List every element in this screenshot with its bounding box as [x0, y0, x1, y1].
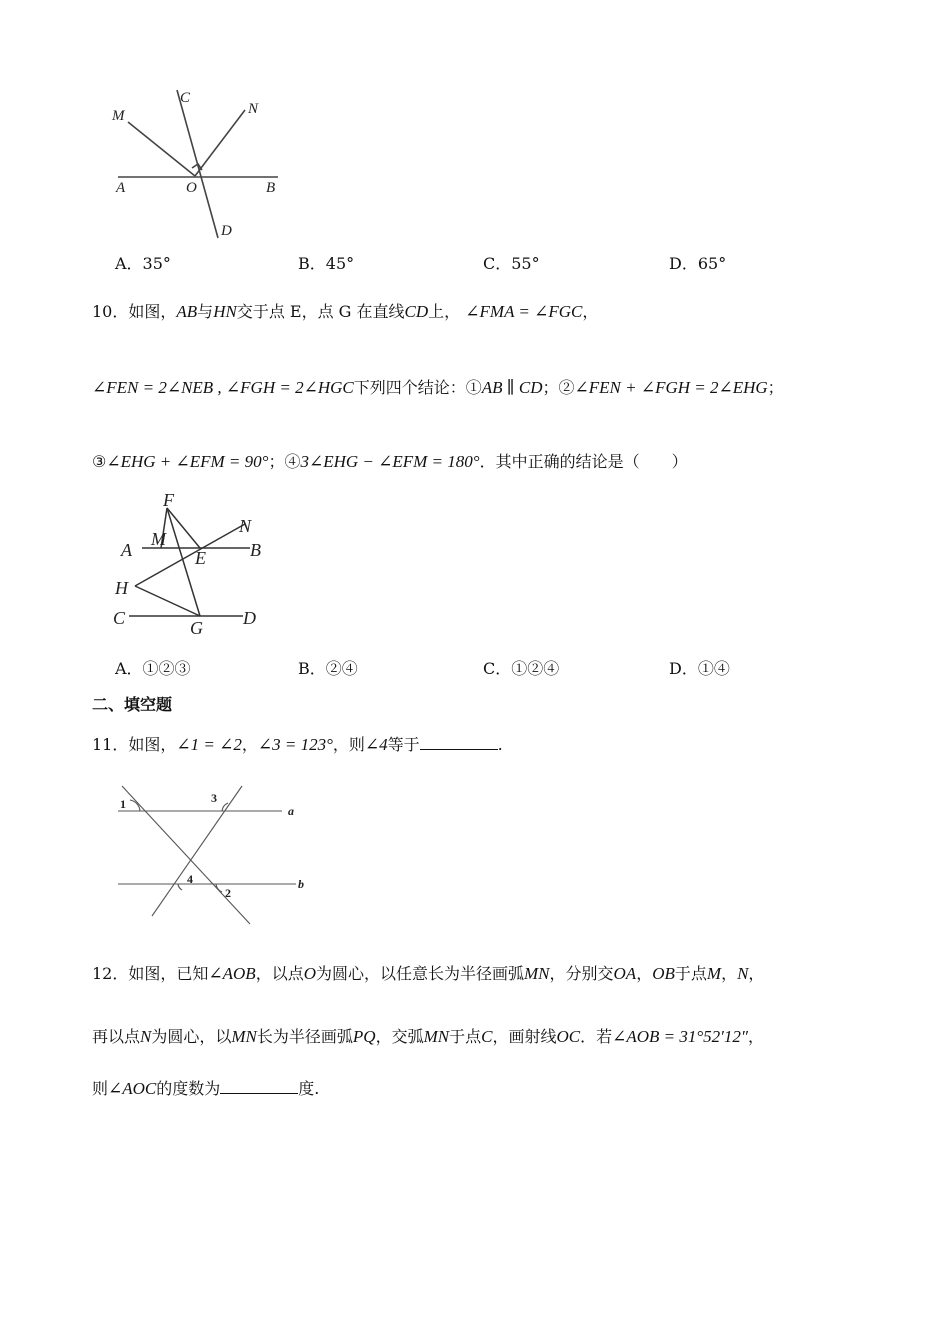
text: 等于	[387, 735, 420, 754]
math: OA	[613, 964, 637, 983]
text: ；②	[542, 378, 575, 397]
q9-option-d[interactable]: D．65°	[669, 254, 727, 273]
text: ，	[721, 964, 738, 983]
text: ．其中正确的结论是（ ）	[479, 452, 688, 471]
math: MN	[423, 1027, 450, 1046]
math: ∠FEN + ∠FGH = 2∠EHG	[574, 378, 768, 397]
text: 的度数为	[156, 1079, 221, 1098]
math: M	[706, 964, 722, 983]
text: ，	[748, 964, 765, 983]
math: OB	[652, 964, 675, 983]
text: 再以点	[92, 1027, 141, 1046]
label-a: A	[121, 540, 132, 560]
text: ，分别交	[549, 964, 614, 983]
math: ∠EHG + ∠EFM = 90°	[106, 452, 269, 471]
label-o: O	[186, 180, 197, 196]
text: ，画射线	[492, 1027, 557, 1046]
q10-line2	[92, 378, 784, 398]
line-fe	[167, 508, 200, 548]
text: 于点	[449, 1027, 482, 1046]
ray-on	[195, 110, 245, 176]
math: AB ∥ CD	[481, 378, 543, 397]
right-angle-mark	[192, 164, 202, 170]
question-number: 12．	[92, 964, 129, 983]
text: ，	[747, 1027, 764, 1046]
text: ，则	[332, 735, 365, 754]
q10-line1	[92, 302, 598, 322]
math: N	[140, 1027, 152, 1046]
label-d: D	[243, 608, 256, 628]
math: AB	[176, 302, 198, 321]
label-1: 1	[120, 797, 126, 811]
q12-line2	[92, 1027, 764, 1047]
text: ；	[767, 378, 784, 397]
math: ∠AOC	[108, 1079, 157, 1098]
label-a: A	[116, 180, 126, 196]
transversal-1	[122, 786, 250, 924]
text: ，交弧	[375, 1027, 424, 1046]
label-m: M	[112, 108, 125, 124]
math: ∠3 = 123°	[257, 735, 333, 754]
math: ∠FMA = ∠FGC	[465, 302, 583, 321]
text: 为圆心，以	[151, 1027, 232, 1046]
math: ∠FEN = 2∠NEB , ∠FGH = 2∠HGC	[92, 378, 354, 397]
q11-text	[92, 733, 503, 755]
math: 3∠EHG − ∠EFM = 180°	[300, 452, 480, 471]
answer-blank[interactable]	[220, 1077, 298, 1094]
text: ，	[636, 964, 653, 983]
q12-line1	[92, 964, 764, 984]
q10-option-d[interactable]: D．①④	[669, 659, 730, 678]
math: CD	[404, 302, 429, 321]
label-b: B	[250, 540, 261, 560]
math: C	[481, 1027, 493, 1046]
math: N	[737, 964, 749, 983]
text: ．若	[580, 1027, 613, 1046]
q10-option-c[interactable]: C．①②④	[483, 659, 560, 678]
text: ，	[582, 302, 599, 321]
text: .	[497, 735, 503, 754]
label-d: D	[221, 223, 232, 239]
q9-option-a[interactable]: A．35°	[115, 254, 171, 273]
math: MN	[231, 1027, 257, 1046]
label-n: N	[248, 101, 259, 117]
line-hg	[135, 586, 200, 616]
text: 度.	[298, 1079, 320, 1098]
label-h: H	[115, 578, 128, 598]
text: 下列四个结论：①	[353, 378, 482, 397]
math: OC	[556, 1027, 581, 1046]
text: 为圆心，以任意长为半径画弧	[315, 964, 524, 983]
text: ③	[92, 452, 107, 471]
label-c: C	[180, 90, 191, 106]
math: HN	[213, 302, 237, 321]
text: 于点	[674, 964, 707, 983]
q11-figure	[110, 778, 310, 928]
text: 上，	[428, 302, 461, 321]
math: ∠AOB	[208, 964, 256, 983]
q9-figure	[100, 80, 300, 245]
math: ∠4	[364, 735, 388, 754]
q10-option-a[interactable]: A．①②③	[115, 659, 191, 678]
label-f: F	[163, 490, 174, 510]
label-4: 4	[187, 872, 193, 886]
math: ∠AOB = 31°52′12″	[612, 1027, 748, 1046]
q10-figure	[105, 488, 275, 640]
q12-line3	[92, 1077, 319, 1099]
label-g: G	[190, 618, 203, 638]
math: ∠1 = ∠2	[176, 735, 242, 754]
q10-option-b[interactable]: B．②④	[298, 659, 358, 678]
text: 如图，	[128, 302, 177, 321]
math: MN	[524, 964, 550, 983]
text: 如图，已知	[128, 964, 209, 983]
label-n: N	[239, 516, 252, 536]
label-e: E	[195, 548, 206, 568]
answer-blank[interactable]	[420, 733, 498, 750]
label-3: 3	[211, 791, 217, 805]
text: ，以点	[255, 964, 304, 983]
label-2: 2	[225, 886, 231, 900]
question-number: 10．	[92, 302, 129, 321]
angle-mark-4	[178, 884, 182, 890]
label-m: M	[151, 529, 166, 549]
text: 如图，	[128, 735, 177, 754]
label-a: a	[288, 804, 294, 818]
text: ，	[241, 735, 258, 754]
text: 与	[197, 302, 214, 321]
q10-line3	[92, 452, 688, 472]
text: ；④	[268, 452, 301, 471]
text: 则	[92, 1079, 109, 1098]
label-b: B	[266, 180, 276, 196]
label-b: b	[298, 877, 304, 891]
angle-mark-2	[216, 884, 222, 892]
text: 交于点 E，点 G 在直线	[236, 302, 405, 321]
question-number: 11．	[92, 735, 129, 754]
math: O	[303, 964, 316, 983]
ray-om	[128, 122, 195, 176]
text: 长为半径画弧	[256, 1027, 353, 1046]
q9-option-c[interactable]: C．55°	[483, 254, 540, 273]
label-c: C	[113, 608, 126, 628]
angle-mark-1	[130, 800, 140, 811]
q9-option-b[interactable]: B．45°	[298, 254, 355, 273]
math: PQ	[352, 1027, 376, 1046]
section-title: 二、填空题	[92, 695, 173, 714]
